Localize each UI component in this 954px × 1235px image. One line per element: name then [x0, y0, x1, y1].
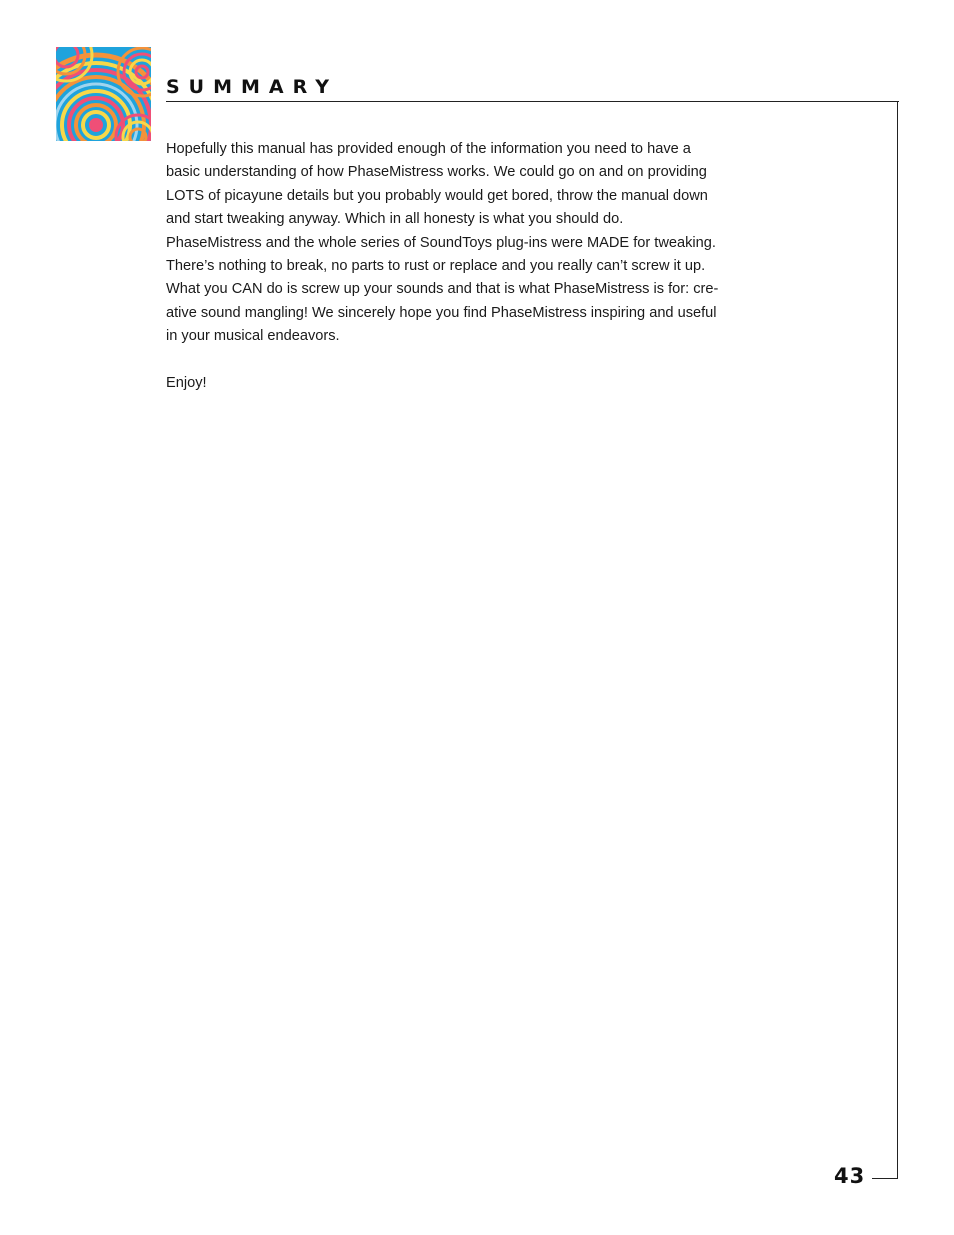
top-rule — [166, 101, 899, 102]
right-rule — [897, 101, 898, 1179]
paragraph-line: PhaseMistress and the whole series of SoundToys plug-ins were MADE for tweaking. — [166, 234, 716, 251]
paragraph-line: in your musical endeavors. — [166, 328, 340, 345]
paragraph-line: and start tweaking anyway. Which in all honesty is what you should do. — [166, 211, 624, 228]
footer-rule — [872, 1178, 898, 1179]
closing-text: Enjoy! — [166, 375, 207, 391]
page-title: SUMMARY — [166, 76, 338, 98]
page-number: 43 — [834, 1164, 866, 1188]
paragraph-line: ative sound mangling! We sincerely hope you find PhaseMistress inspiring and useful — [166, 304, 717, 321]
paragraph-line: What you CAN do is screw up your sounds and that is what PhaseMistress is for: cre- — [166, 281, 719, 298]
paragraph-line: basic understanding of how PhaseMistress works. We could go on and on providing — [166, 164, 707, 181]
summary-paragraph — [166, 138, 806, 349]
paragraph-line: Hopefully this manual has provided enough of the information you need to have a — [166, 141, 691, 157]
paragraph-line: LOTS of picayune details but you probably would get bored, throw the manual down — [166, 187, 708, 204]
paragraph-line: There’s nothing to break, no parts to rust or replace and you really can’t screw it up. — [166, 258, 706, 275]
concentric-circles-logo — [56, 47, 151, 141]
